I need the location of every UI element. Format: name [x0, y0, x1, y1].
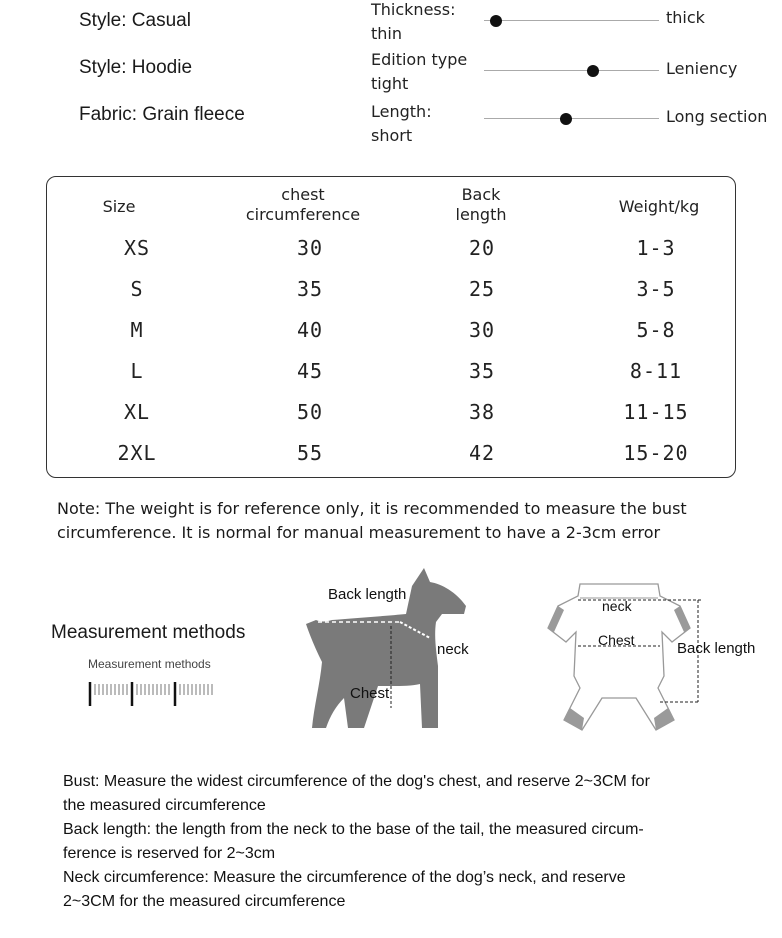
cell-size: XS — [123, 236, 151, 260]
cell-weight: 3-5 — [636, 277, 676, 301]
cell-weight: 1-3 — [636, 236, 676, 260]
measurement-instructions — [63, 770, 763, 914]
slider-thickness-min: thin — [371, 24, 402, 43]
instruction-line: the measured circumference — [63, 797, 266, 814]
cell-chest: 40 — [296, 318, 324, 342]
instruction-line: Back length: the length from the neck to the base of the tail, the measured circum- — [63, 821, 644, 838]
slider-edition-min: tight — [371, 74, 409, 93]
instruction-line: Bust: Measure the widest circumference of the dog's chest, and reserve 2~3CM for — [63, 773, 650, 790]
measurement-title: Measurement methods — [51, 622, 246, 643]
cell-back: 25 — [468, 277, 496, 301]
ruler-caption: Measurement methods — [88, 657, 211, 671]
garment-label-neck: neck — [602, 598, 632, 614]
slider-edition-max: Leniency — [666, 59, 738, 78]
attribute-fabric: Fabric: Grain fleece — [79, 104, 245, 125]
cell-chest: 30 — [296, 236, 324, 260]
ruler-icon — [86, 680, 220, 710]
attribute-sliders — [0, 0, 782, 160]
cell-back: 35 — [468, 359, 496, 383]
header-chest — [223, 185, 383, 225]
cell-back: 42 — [468, 441, 496, 465]
slider-length-max: Long section — [666, 107, 768, 126]
dog-label-chest: Chest — [350, 685, 390, 702]
slider-thickness-max: thick — [666, 8, 705, 27]
garment-label-back-length: Back length — [677, 640, 756, 657]
note-line1: Note: The weight is for reference only, it is recommended to measure the bust — [57, 499, 687, 518]
cell-size: L — [130, 359, 144, 383]
slider-length-label — [371, 100, 432, 148]
cell-size: 2XL — [117, 441, 157, 465]
slider-length-title: Length: — [371, 102, 432, 121]
cell-weight: 8-11 — [629, 359, 683, 383]
cell-size: M — [130, 318, 144, 342]
header-size — [39, 197, 199, 217]
cell-size: XL — [123, 400, 151, 424]
header-chest-line1: chest — [281, 185, 325, 204]
cell-chest: 55 — [296, 441, 324, 465]
header-weight-text: Weight/kg — [618, 197, 700, 216]
header-back-line1: Back — [461, 185, 501, 204]
sizing-note — [57, 497, 757, 545]
slider-thickness-title: Thickness: — [371, 0, 456, 19]
instruction-line: Neck circumference: Measure the circumference of the dog’s neck, and reserve — [63, 869, 626, 886]
instruction-line: 2~3CM for the measured circumference — [63, 893, 346, 910]
cell-chest: 35 — [296, 277, 324, 301]
instruction-line: ference is reserved for 2~3cm — [63, 845, 276, 862]
header-chest-line2: circumference — [245, 205, 361, 224]
header-size-text: Size — [102, 197, 136, 216]
attribute-style-casual: Style: Casual — [79, 10, 191, 31]
slider-edition-title: Edition type — [371, 50, 468, 69]
slider-thickness-marker — [490, 15, 502, 27]
cell-weight: 15-20 — [623, 441, 689, 465]
header-back-line2: length — [455, 205, 507, 224]
cell-back: 30 — [468, 318, 496, 342]
note-line2: circumference. It is normal for manual measurement to have a 2-3cm error — [57, 523, 661, 542]
attribute-style-hoodie: Style: Hoodie — [79, 57, 193, 78]
slider-edition-marker — [587, 65, 599, 77]
dog-label-back-length: Back length — [328, 586, 407, 603]
cell-back: 38 — [468, 400, 496, 424]
slider-thickness-track — [484, 20, 659, 21]
slider-length-marker — [560, 113, 572, 125]
dog-label-neck: neck — [437, 641, 469, 658]
slider-edition-label — [371, 48, 467, 96]
slider-length-min: short — [371, 126, 413, 145]
cell-weight: 11-15 — [623, 400, 689, 424]
cell-size: S — [130, 277, 144, 301]
cell-chest: 45 — [296, 359, 324, 383]
slider-edition-track — [484, 70, 659, 71]
slider-thickness-label — [371, 0, 455, 46]
header-weight — [579, 197, 739, 217]
cell-weight: 5-8 — [636, 318, 676, 342]
cell-chest: 50 — [296, 400, 324, 424]
garment-label-chest: Chest — [598, 632, 635, 648]
cell-back: 20 — [468, 236, 496, 260]
header-back-length — [401, 185, 561, 225]
size-table — [46, 176, 736, 478]
